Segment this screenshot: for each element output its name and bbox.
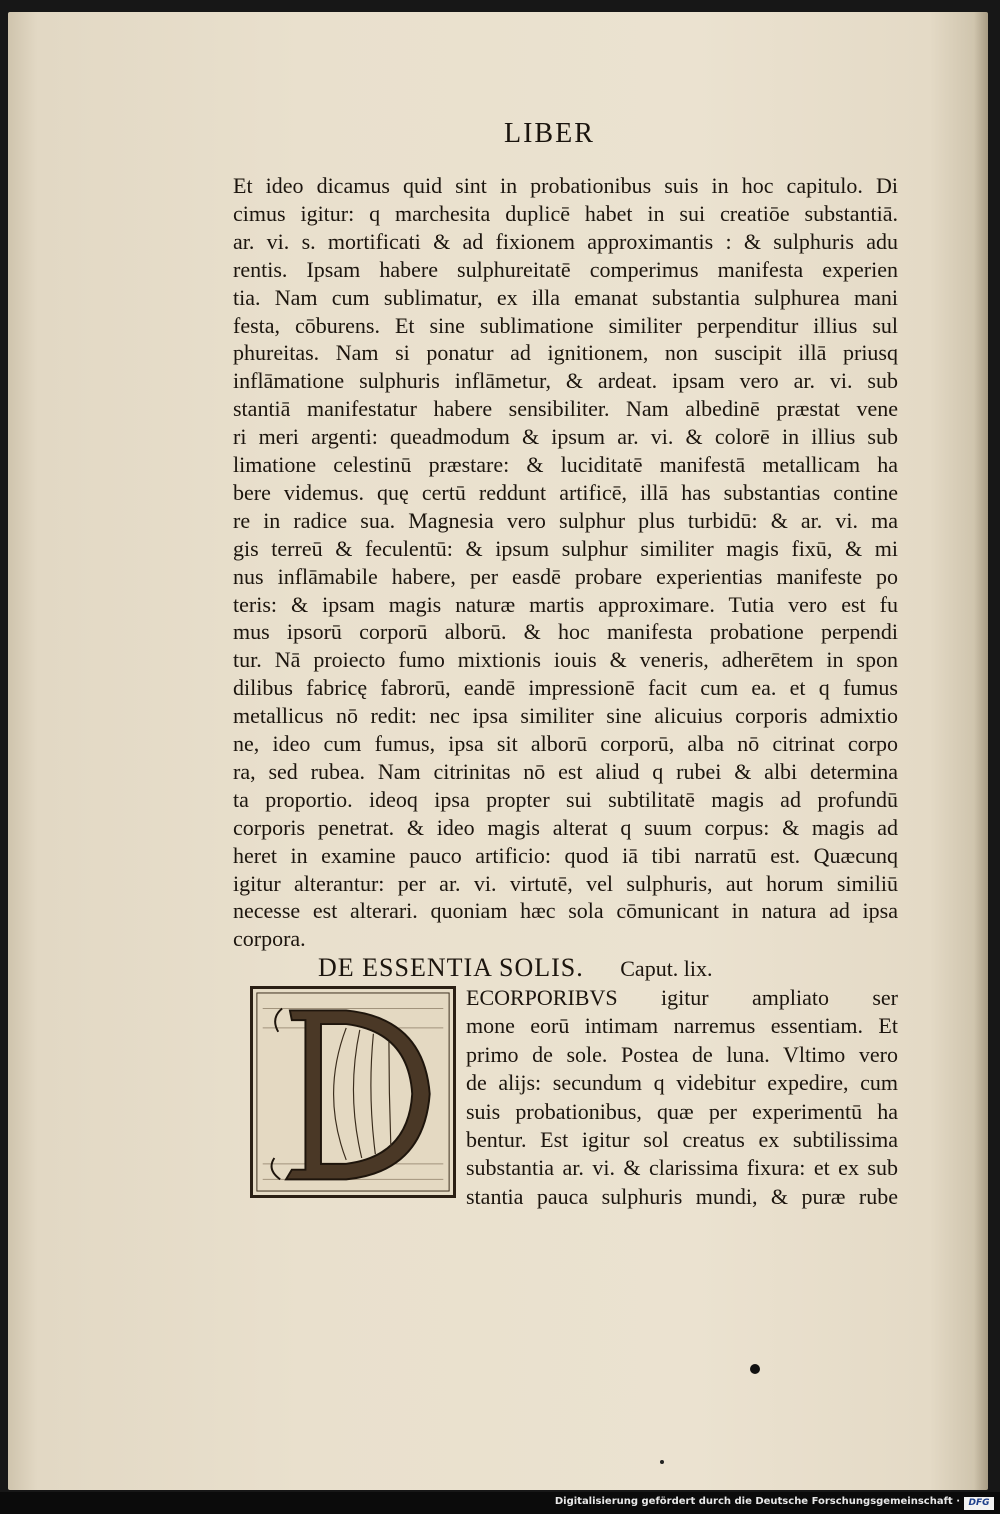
ink-dot <box>750 1364 760 1374</box>
chapter-text-line: bentur. Est igitur sol creatus ex subtilissima <box>466 1127 898 1152</box>
chapter-title: DE ESSENTIA SOLIS. <box>318 953 584 982</box>
text-line: inflāmatione sulphuris inflāmetur, & ardeat. ipsam vero ar. vi. sub <box>233 368 898 394</box>
text-line: ra, sed rubea. Nam citrinitas nō est aliud q rubei & albi determina <box>233 758 898 784</box>
funding-notice: Digitalisierung gefördert durch die Deutsche Forschungsgemeinschaft · <box>554 1496 960 1507</box>
chapter-number: Caput. lix. <box>620 956 713 981</box>
text-line: gis terreū & feculentū: & ipsum sulphur similiter magis fixū, & mi <box>233 535 898 561</box>
text-line: cimus igitur: q marchesita duplicē habet in sui creatiōe substantiā. <box>233 200 898 226</box>
text-line: ri meri argenti: queadmodum & ipsum ar. vi. & colorē in illius sub <box>233 424 898 450</box>
text-line: igitur alterantur: per ar. vi. virtutē, vel sulphuris, aut horum similiū <box>233 870 898 896</box>
dfg-logo: DFG <box>964 1497 994 1510</box>
chapter-text-line: primo de sole. Postea de luna. Vltimo vero <box>466 1041 898 1067</box>
text-line: ta proportio. ideoq ipsa propter sui subtilitatē magis ad profundū <box>233 786 898 812</box>
text-line: ar. vi. s. mortificati & ad fixionem approximantis : & sulphuris adu <box>233 228 898 254</box>
text-line: necesse est alterari. quoniam hæc sola cōmunicant in natura ad ipsa <box>233 898 898 924</box>
chapter-text-line: de alijs: secundum q videbitur expedire, cum <box>466 1070 898 1096</box>
text-line: festa, cōburens. Et sine sublimatione similiter perpenditur illius sul <box>233 312 898 338</box>
digitization-footer <box>0 1494 1000 1514</box>
text-line: metallicus nō redit: nec ipsa similiter sine alicuius corporis admixtio <box>233 703 898 729</box>
initial-d-ornament <box>253 989 453 1195</box>
text-line: teris: & ipsam magis naturæ martis approximare. Tutia vero est fu <box>233 591 898 617</box>
text-line: phureitas. Nam si ponatur ad ignitionem, non suscipit illā priusq <box>233 340 898 366</box>
page-edge-shadow <box>974 12 988 1490</box>
text-line: rentis. Ipsam habere sulphureitatē comperimus manifesta experien <box>233 256 898 282</box>
text-line: dilibus fabricę fabrorū, eandē impressionē facit cum ea. et q fumus <box>233 675 898 701</box>
text-line: tia. Nam cum sublimatur, ex illa emanat substantia sulphurea mani <box>233 284 898 310</box>
text-line: heret in examine pauco artificio: quod iā tibi narratū est. Quæcunq <box>233 842 898 868</box>
chapter-text-line: ECORPORIBVS igitur ampliato ser <box>466 985 898 1010</box>
chapter-text-line: mone eorū intimam narremus essentiam. Et <box>466 1013 898 1039</box>
ink-dot <box>660 1460 664 1464</box>
text-line: stantiā manifestatur habere sensibiliter. Nam albedinē præstat vene <box>233 396 898 422</box>
text-line: corpora. <box>233 926 306 952</box>
chapter-text-line: substantia ar. vi. & clarissima fixura: et ex sub <box>466 1155 898 1181</box>
running-head: LIBER <box>504 118 595 149</box>
text-line: Et ideo dicamus quid sint in probationibus suis in hoc capitulo. Di <box>233 173 898 198</box>
chapter-text-line: suis probationibus, quæ per experimentū ha <box>466 1098 898 1124</box>
text-line: corporis penetrat. & ideo magis alterat q suum corpus: & magis ad <box>233 814 898 840</box>
text-line: nus inflāmabile habere, per easdē probare experientias manifeste po <box>233 563 898 589</box>
decorated-initial <box>250 986 456 1198</box>
text-line: re in radice sua. Magnesia vero sulphur plus turbidū: & ar. vi. ma <box>233 507 898 533</box>
text-line: tur. Nā proiecto fumo mixtionis iouis & veneris, adherētem in spon <box>233 647 898 673</box>
text-line: limatione celestinū præstare: & luciditatē manifestā metallicam ha <box>233 452 898 477</box>
text-line: mus ipsorū corporū alborū. & hoc manifesta probatione perpendi <box>233 619 898 645</box>
text-line: bere videmus. quę certū reddunt artificē, illā has substantias contine <box>233 479 898 505</box>
chapter-text-line: stantia pauca sulphuris mundi, & puræ rube <box>466 1183 898 1209</box>
text-line: ne, ideo cum fumus, ipsa sit alborū corporū, alba nō citrinat corpo <box>233 731 898 756</box>
chapter-heading <box>318 950 858 986</box>
